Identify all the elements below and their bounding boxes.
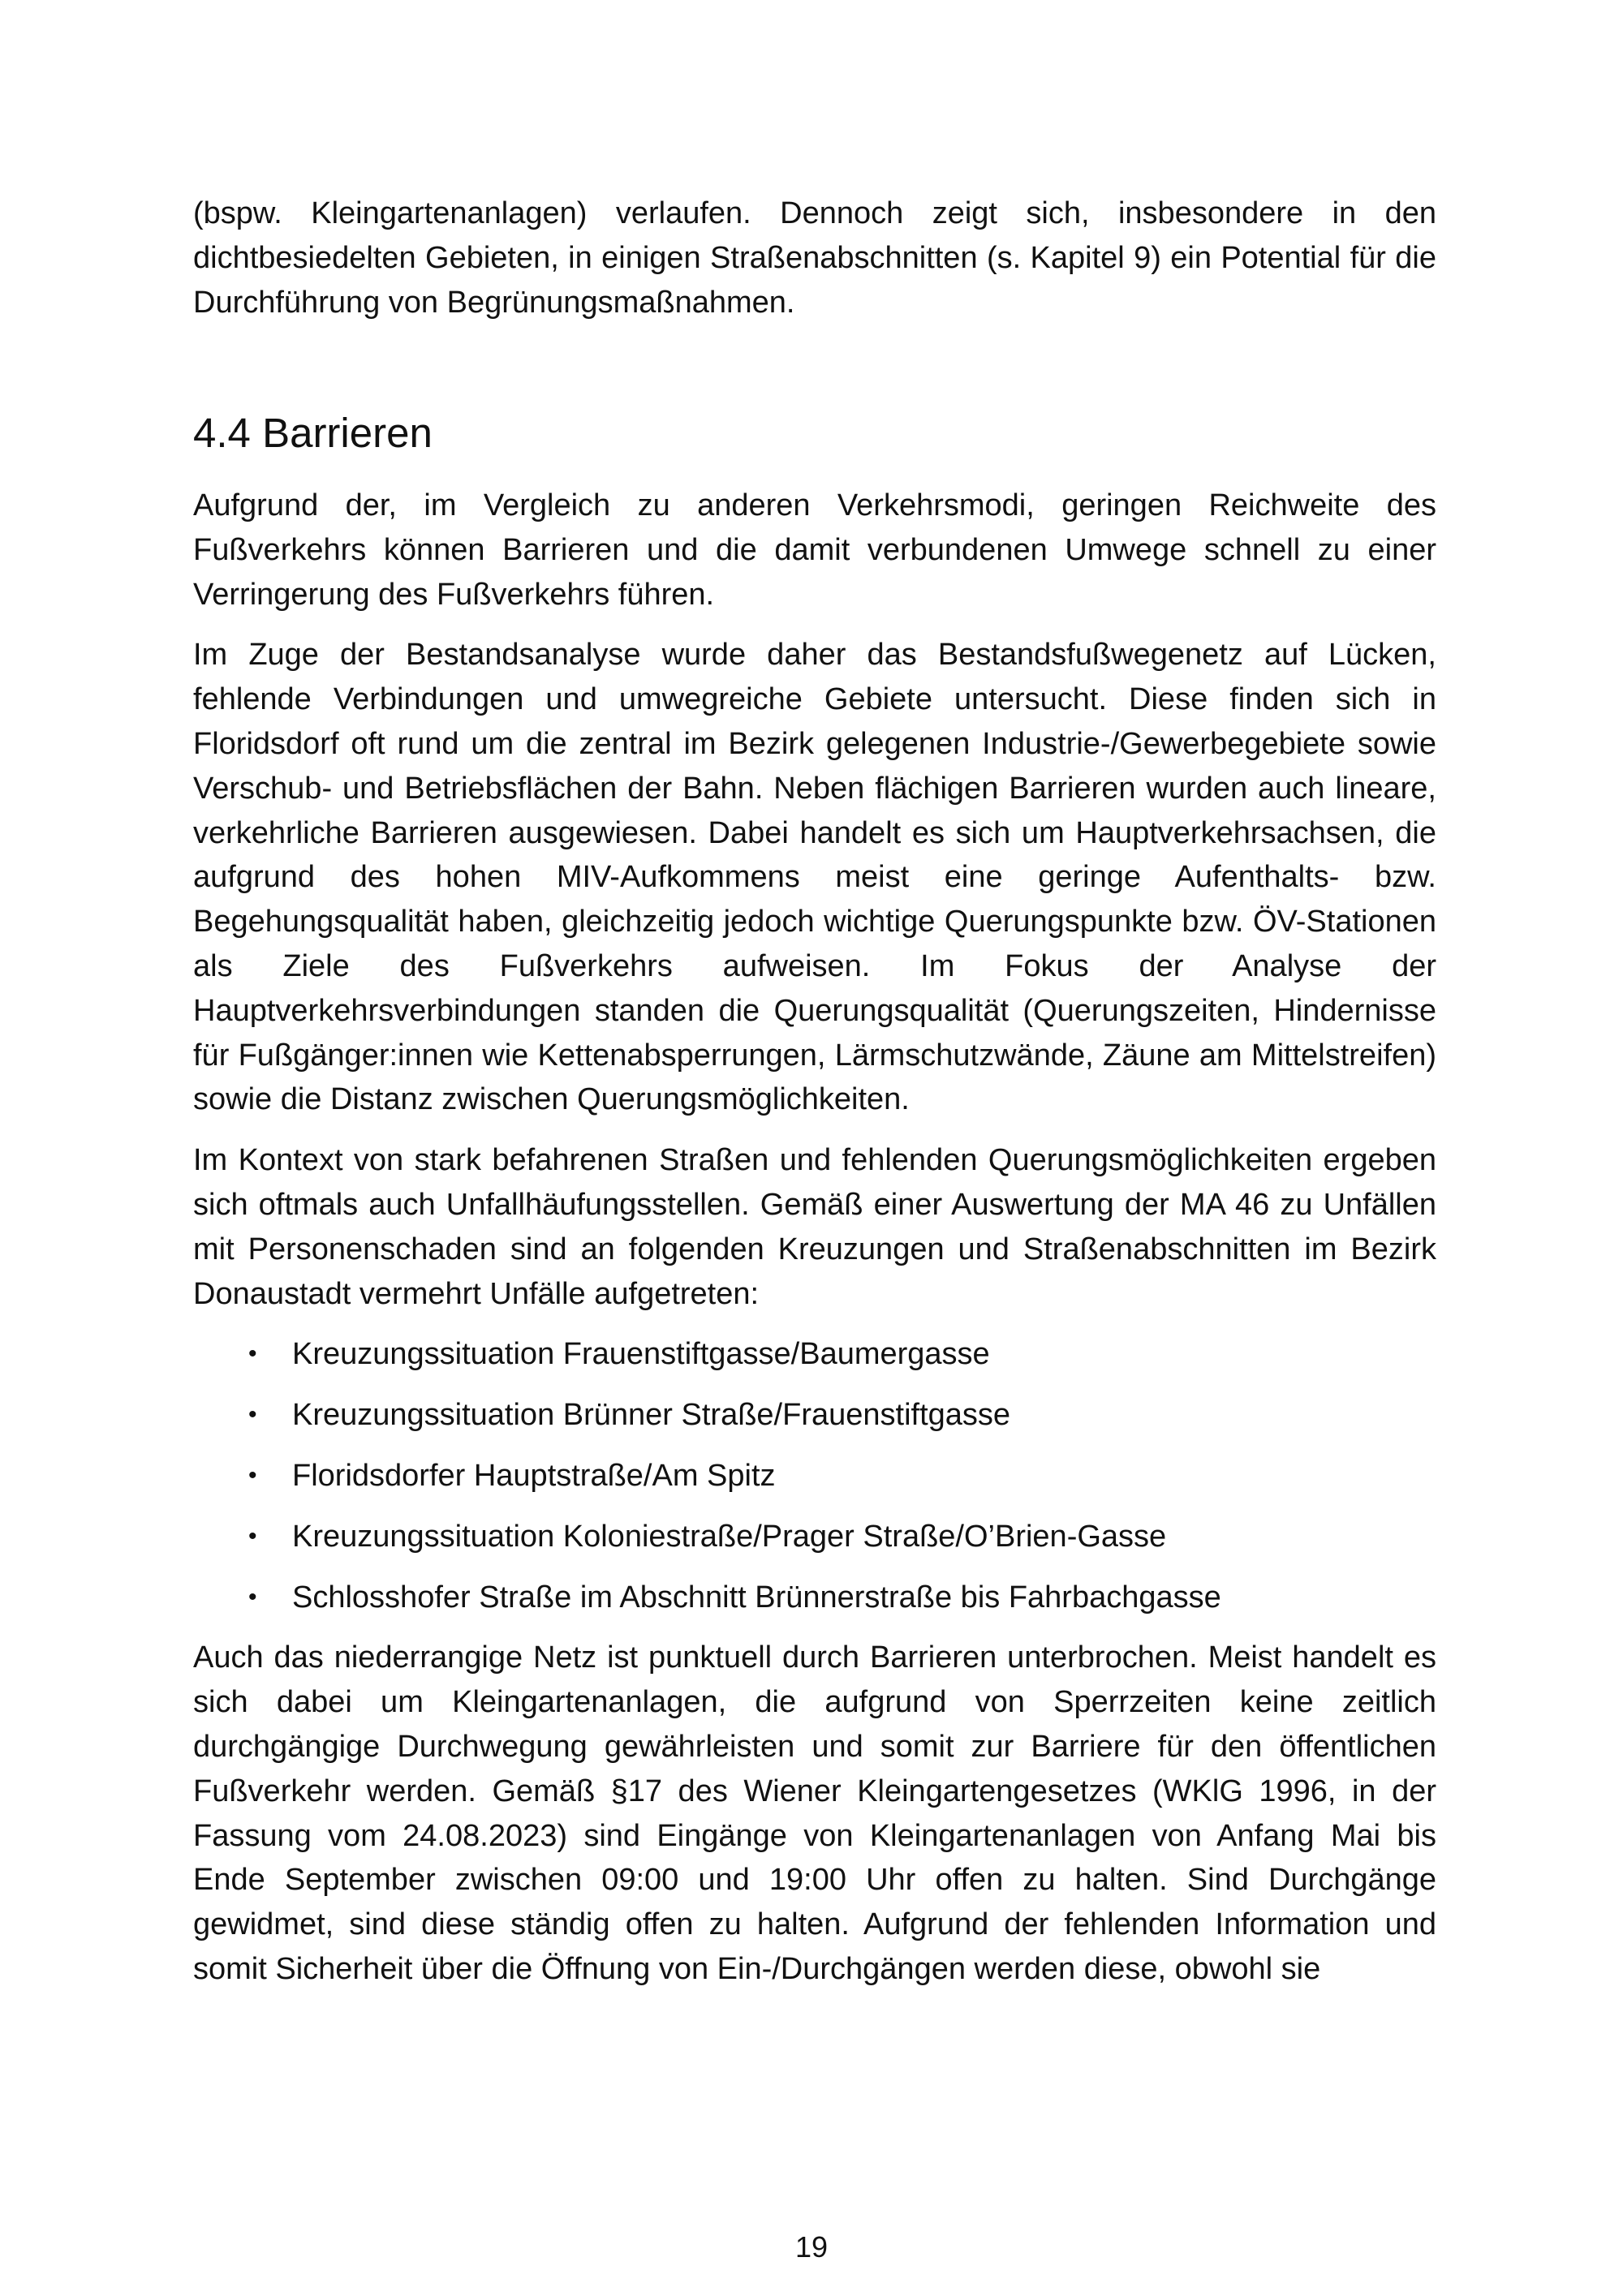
closing-paragraph: Auch das niederrangige Netz ist punktuell durch Barrieren unterbrochen. Meist handelt es sich dabei um Kleingartenanlagen, die aufgrund von Sperrzeiten keine zeitlich durchgängige Durchwegung gewährleisten und somit zur Barriere für den öffentlichen Fußverkehr werden. Gemäß §17 des Wiener Kleingartengesetzes (WKlG 1996, in der Fassung vom 24.08.2023) sind Eingänge von Kleingartenanlagen von Anfang Mai bis Ende September zwischen 09:00 und 19:00 Uhr offen zu halten. Sind Durchgänge gewidmet, sind diese ständig offen zu halten. Aufgrund der fehlenden Information und somit Sicherheit über die Öffnung von Ein-/Durchgängen werden diese, obwohl sie [193, 1640, 1436, 1986]
bullet-icon: • [248, 1583, 257, 1610]
list-item [193, 1515, 1436, 1559]
section-body [193, 484, 1436, 2008]
section-paragraph-1: Aufgrund der, im Vergleich zu anderen Verkehrsmodi, geringen Reichweite des Fußverkehrs können Barrieren und die damit verbundenen Umwege schnell zu einer Verringerung des Fußverkehrs führen. [193, 488, 1436, 612]
page-number: 19 [794, 2230, 829, 2264]
section-heading: 4.4 Barrieren [193, 410, 433, 456]
list-item [193, 1454, 1436, 1498]
list-item [193, 1576, 1436, 1620]
bullet-icon: • [248, 1522, 257, 1550]
section-paragraph-2: Im Zuge der Bestandsanalyse wurde daher das Bestandsfußwegenetz auf Lücken, fehlende Verbindungen und umwegreiche Gebiete untersucht. Diese finden sich in Floridsdorf oft rund um die zentral im Bezirk gelegenen Industrie-/Gewerbegebiete sowie Verschub- und Betriebsflächen der Bahn. Neben flächigen Barrieren wurden auch lineare, verkehrliche Barrieren ausgewiesen. Dabei handelt es sich um Hauptverkehrsachsen, die aufgrund des hohen MIV-Aufkommens meist eine geringe Aufenthalts- bzw. Begehungsqualität haben, gleichzeitig jedoch wichtige Querungspunkte bzw. ÖV-Stationen als Ziele des Fußverkehrs aufweisen. Im Fokus der Analyse der Hauptverkehrsverbindungen standen die Querungsqualität (Querungszeiten, Hindernisse für Fußgänger:innen wie Kettenabsperrungen, Lärmschutzwände, Zäune am Mittelstreifen) sowie die Distanz zwischen Querungsmöglichkeiten. [193, 638, 1436, 1117]
list-item-text: Schlosshofer Straße im Abschnitt Brünnerstraße bis Fahrbachgasse [292, 1580, 1221, 1615]
list-item-text: Kreuzungssituation Brünner Straße/Frauenstiftgasse [292, 1398, 1011, 1433]
accident-locations-list [193, 1332, 1436, 1619]
list-item [193, 1332, 1436, 1377]
list-item [193, 1393, 1436, 1438]
intro-paragraph: (bspw. Kleingartenanlagen) verlaufen. Dennoch zeigt sich, insbesondere in den dichtbesiedelten Gebieten, in einigen Straßenabschnitten (s. Kapitel 9) ein Potential für die Durchführung von Begrünungsmaßnahmen. [193, 196, 1436, 320]
page-content [193, 191, 1436, 1986]
bullet-icon: • [248, 1340, 257, 1368]
bullet-icon: • [248, 1461, 257, 1489]
list-item-text: Kreuzungssituation Frauenstiftgasse/Baumergasse [292, 1337, 990, 1372]
section-paragraph-3: Im Kontext von stark befahrenen Straßen und fehlenden Querungsmöglichkeiten ergeben sich oftmals auch Unfallhäufungsstellen. Gemäß einer Auswertung der MA 46 zu Unfällen mit Personenschaden sind an folgenden Kreuzungen und Straßenabschnitten im Bezirk Donaustadt vermehrt Unfälle aufgetreten: [193, 1143, 1436, 1311]
list-item-text: Kreuzungssituation Koloniestraße/Prager Straße/O’Brien-Gasse [292, 1519, 1167, 1554]
bullet-icon: • [248, 1401, 257, 1429]
list-item-text: Floridsdorfer Hauptstraße/Am Spitz [292, 1458, 776, 1493]
